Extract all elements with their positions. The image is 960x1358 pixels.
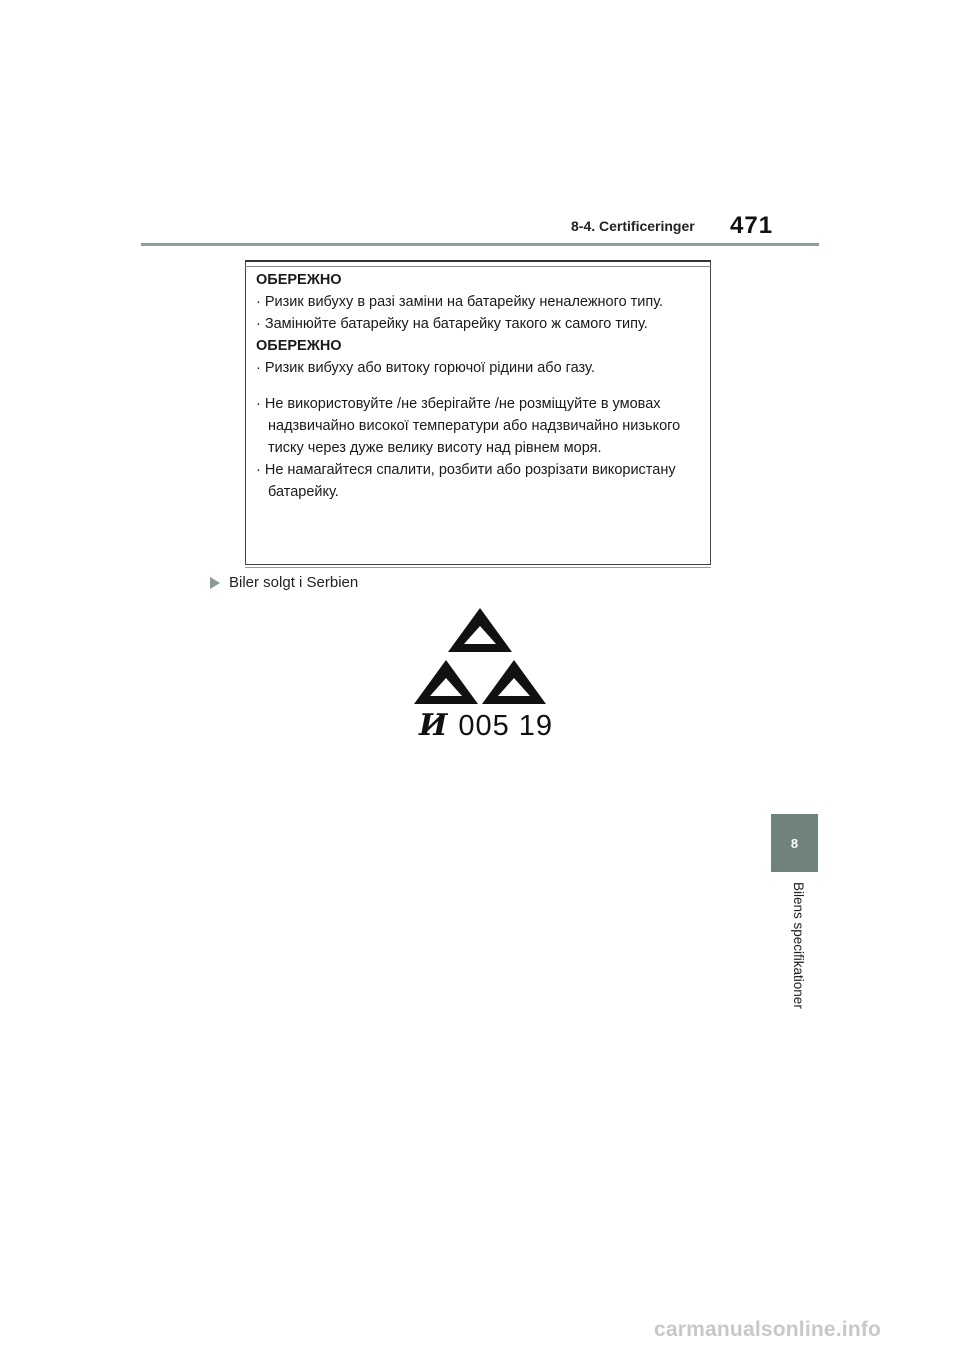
page-number: 471 <box>730 212 774 239</box>
label-top-line <box>245 266 711 267</box>
header-rule <box>141 243 819 246</box>
warning-line: · Замінюйте батарейку на батарейку такого ж самого типу. <box>256 316 648 332</box>
warning-line: · Ризик вибуху або витоку горючої рідини або газу. <box>256 360 595 376</box>
label-bottom-line <box>245 567 711 568</box>
triangle-bullet-icon <box>209 577 221 589</box>
serbia-bullet-text: Biler solgt i Serbien <box>229 574 359 591</box>
left-triangle-icon <box>414 660 478 704</box>
chapter-title: Bilens specifikationer <box>791 882 806 1009</box>
certification-letter: И <box>419 708 449 743</box>
certification-number: 005 19 <box>458 710 554 742</box>
warning-line: · Не намагайтеся спалити, розбити або розрізати використану <box>256 462 676 478</box>
section-title: 8-4. Certificeringer <box>571 218 695 234</box>
chapter-number: 8 <box>790 835 799 851</box>
right-triangle-icon <box>482 660 546 704</box>
warning-text-block <box>256 269 702 503</box>
warning-line: надзвичайно високої температури або надзвичайно низького <box>268 418 681 434</box>
warning-line: · Ризик вибуху в разі заміни на батарейку неналежного типу. <box>256 294 664 310</box>
warning-heading: ОБЕРЕЖНО <box>256 338 342 354</box>
warning-line: · Не використовуйте /не зберігайте /не розміщуйте в умовах <box>256 396 661 412</box>
warning-label-box <box>245 260 711 565</box>
certification-code <box>419 708 553 743</box>
warning-heading: ОБЕРЕЖНО <box>256 272 342 288</box>
watermark: carmanualsonline.info <box>654 1318 882 1341</box>
serbia-bullet <box>209 574 358 591</box>
warning-line: тиску через дуже велику висоту над рівнем моря. <box>268 440 602 456</box>
chapter-tab[interactable] <box>771 814 818 872</box>
warning-line: батарейку. <box>268 484 339 500</box>
top-triangle-icon <box>448 608 512 652</box>
